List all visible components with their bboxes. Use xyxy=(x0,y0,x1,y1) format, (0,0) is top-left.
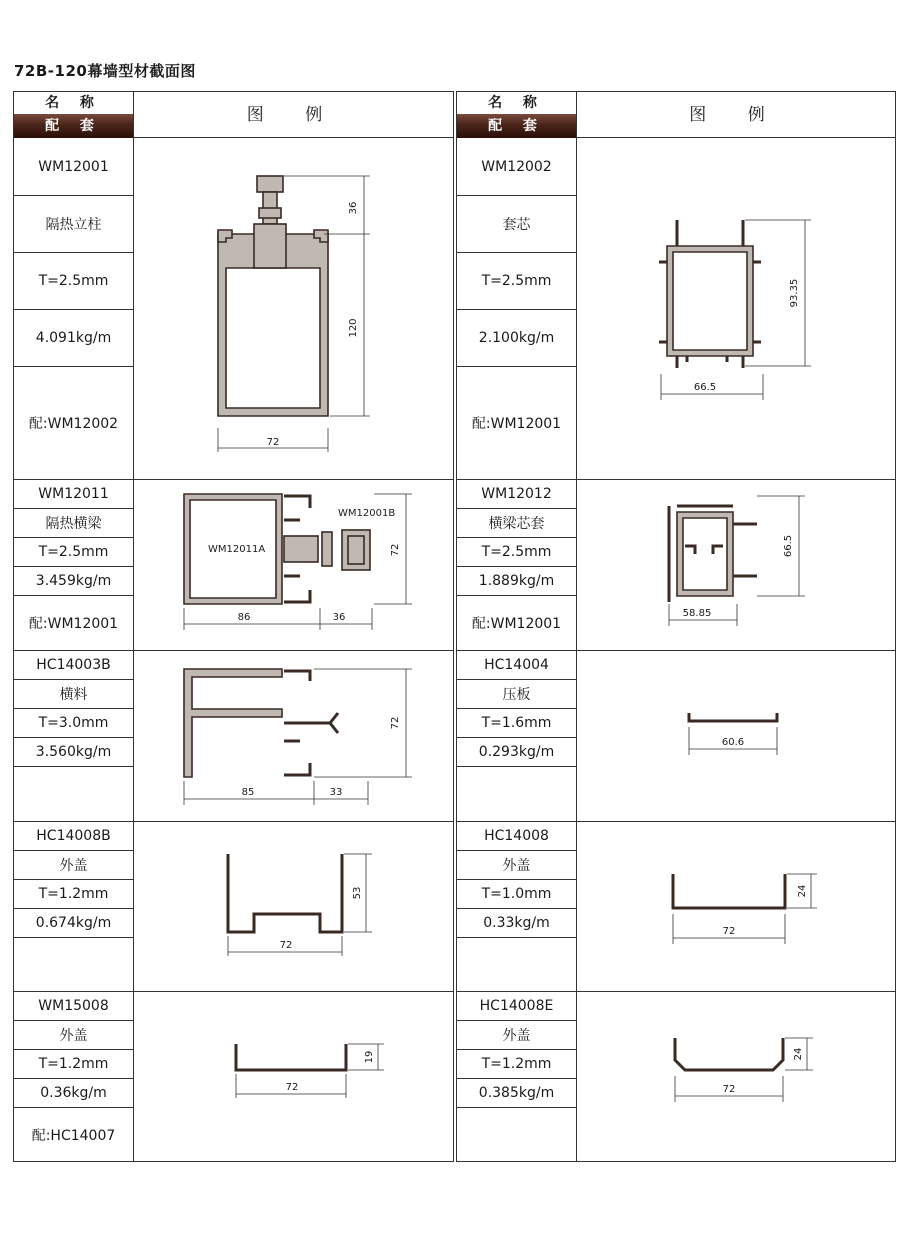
dim-w1-label: 85 xyxy=(241,787,255,798)
profile-figure-wm12002 xyxy=(577,138,895,480)
dim-width-label: 66.5 xyxy=(693,382,717,393)
profile-drawing xyxy=(134,138,454,480)
dim-w2-label: 33 xyxy=(329,787,343,798)
product-match: 配:WM12001 xyxy=(457,367,577,480)
product-name: 隔热横梁 xyxy=(14,509,134,538)
profile-figure-wm12012 xyxy=(577,480,895,651)
product-thickness: T=3.0mm xyxy=(14,709,134,738)
right-table xyxy=(456,91,896,1162)
product-name: 外盖 xyxy=(457,1021,577,1050)
dim-height-label: 53 xyxy=(352,886,363,900)
profile-drawing xyxy=(577,651,896,822)
product-thickness: T=1.6mm xyxy=(457,709,577,738)
product-code: WM12002 xyxy=(457,138,577,196)
product-code: HC14003B xyxy=(14,651,134,680)
product-weight: 0.33kg/m xyxy=(457,909,577,938)
header-figure: 图 例 xyxy=(577,92,895,138)
profile-figure-hc14008 xyxy=(577,822,895,992)
dim-height-label: 24 xyxy=(793,1047,804,1061)
dim-height-label: 19 xyxy=(364,1050,375,1064)
header-match: 配 套 xyxy=(14,114,133,138)
header-name: 名 称 xyxy=(14,92,133,114)
dim-w1-label: 86 xyxy=(237,612,251,623)
product-thickness: T=1.2mm xyxy=(14,1050,134,1079)
dim-width-label: 72 xyxy=(722,1084,736,1095)
product-thickness: T=2.5mm xyxy=(457,538,577,567)
dim-width-label: 72 xyxy=(266,437,280,448)
dim-height-label: 24 xyxy=(797,884,808,898)
profile-drawing xyxy=(577,992,896,1162)
product-match xyxy=(457,938,577,992)
product-weight: 0.674kg/m xyxy=(14,909,134,938)
product-code: HC14008 xyxy=(457,822,577,851)
profile-figure-wm12011 xyxy=(134,480,453,651)
part-b-label: WM12001B xyxy=(338,508,396,519)
product-match xyxy=(457,767,577,822)
part-a-label: WM12011A xyxy=(208,544,266,555)
product-weight: 0.36kg/m xyxy=(14,1079,134,1108)
profile-figure-hc14004 xyxy=(577,651,895,822)
dim-width-label: 72 xyxy=(722,926,736,937)
header-name: 名 称 xyxy=(457,92,576,114)
profile-figure-hc14003b xyxy=(134,651,453,822)
product-code: WM15008 xyxy=(14,992,134,1021)
dim-width-label: 72 xyxy=(279,940,293,951)
dim-height-label: 66.5 xyxy=(783,534,794,558)
product-thickness: T=2.5mm xyxy=(14,538,134,567)
product-code: HC14008B xyxy=(14,822,134,851)
product-thickness: T=1.2mm xyxy=(457,1050,577,1079)
product-match xyxy=(14,938,134,992)
dim-height-label: 72 xyxy=(390,716,401,730)
profile-drawing xyxy=(134,992,454,1162)
profile-drawing xyxy=(577,822,896,992)
product-weight: 0.293kg/m xyxy=(457,738,577,767)
profile-figure-wm12001 xyxy=(134,138,453,480)
product-match: 配:HC14007 xyxy=(14,1108,134,1162)
product-code: HC14004 xyxy=(457,651,577,680)
profile-figure-wm15008 xyxy=(134,992,453,1162)
dim-width-label: 72 xyxy=(285,1082,299,1093)
product-code: WM12001 xyxy=(14,138,134,196)
profile-drawing xyxy=(577,138,896,480)
product-match: 配:WM12001 xyxy=(457,596,577,651)
profile-drawing xyxy=(134,822,454,992)
product-code: WM12011 xyxy=(14,480,134,509)
product-thickness: T=2.5mm xyxy=(14,253,134,310)
product-name: 外盖 xyxy=(457,851,577,880)
header-name-cell xyxy=(457,92,577,138)
product-name: 隔热立柱 xyxy=(14,196,134,253)
header-name-cell xyxy=(14,92,134,138)
product-thickness: T=2.5mm xyxy=(457,253,577,310)
product-name: 横梁芯套 xyxy=(457,509,577,538)
product-match xyxy=(14,767,134,822)
product-thickness: T=1.0mm xyxy=(457,880,577,909)
product-weight: 1.889kg/m xyxy=(457,567,577,596)
profile-figure-hc14008b xyxy=(134,822,453,992)
product-name: 横料 xyxy=(14,680,134,709)
product-match: 配:WM12001 xyxy=(14,596,134,651)
dim-w2-label: 36 xyxy=(332,612,346,623)
product-name: 套芯 xyxy=(457,196,577,253)
product-name: 压板 xyxy=(457,680,577,709)
profile-drawing xyxy=(577,480,896,651)
product-weight: 3.560kg/m xyxy=(14,738,134,767)
product-weight: 3.459kg/m xyxy=(14,567,134,596)
product-code: HC14008E xyxy=(457,992,577,1021)
profile-figure-hc14008e xyxy=(577,992,895,1162)
dim-height-label: 93.35 xyxy=(789,278,800,308)
product-match xyxy=(457,1108,577,1162)
page-title: 72B-120幕墙型材截面图 xyxy=(14,62,196,80)
header-match: 配 套 xyxy=(457,114,576,138)
dim-height-label: 72 xyxy=(390,543,401,557)
dim-width-label: 60.6 xyxy=(721,737,745,748)
dim-total-label: 120 xyxy=(348,318,359,338)
product-weight: 2.100kg/m xyxy=(457,310,577,367)
product-thickness: T=1.2mm xyxy=(14,880,134,909)
left-table xyxy=(13,91,454,1162)
profile-drawing xyxy=(134,651,454,822)
product-name: 外盖 xyxy=(14,1021,134,1050)
profile-drawing xyxy=(134,480,454,651)
product-code: WM12012 xyxy=(457,480,577,509)
product-weight: 0.385kg/m xyxy=(457,1079,577,1108)
dim-height-label: 36 xyxy=(348,201,359,215)
product-weight: 4.091kg/m xyxy=(14,310,134,367)
header-figure: 图 例 xyxy=(134,92,453,138)
product-match: 配:WM12002 xyxy=(14,367,134,480)
dim-width-label: 58.85 xyxy=(682,608,712,619)
product-name: 外盖 xyxy=(14,851,134,880)
